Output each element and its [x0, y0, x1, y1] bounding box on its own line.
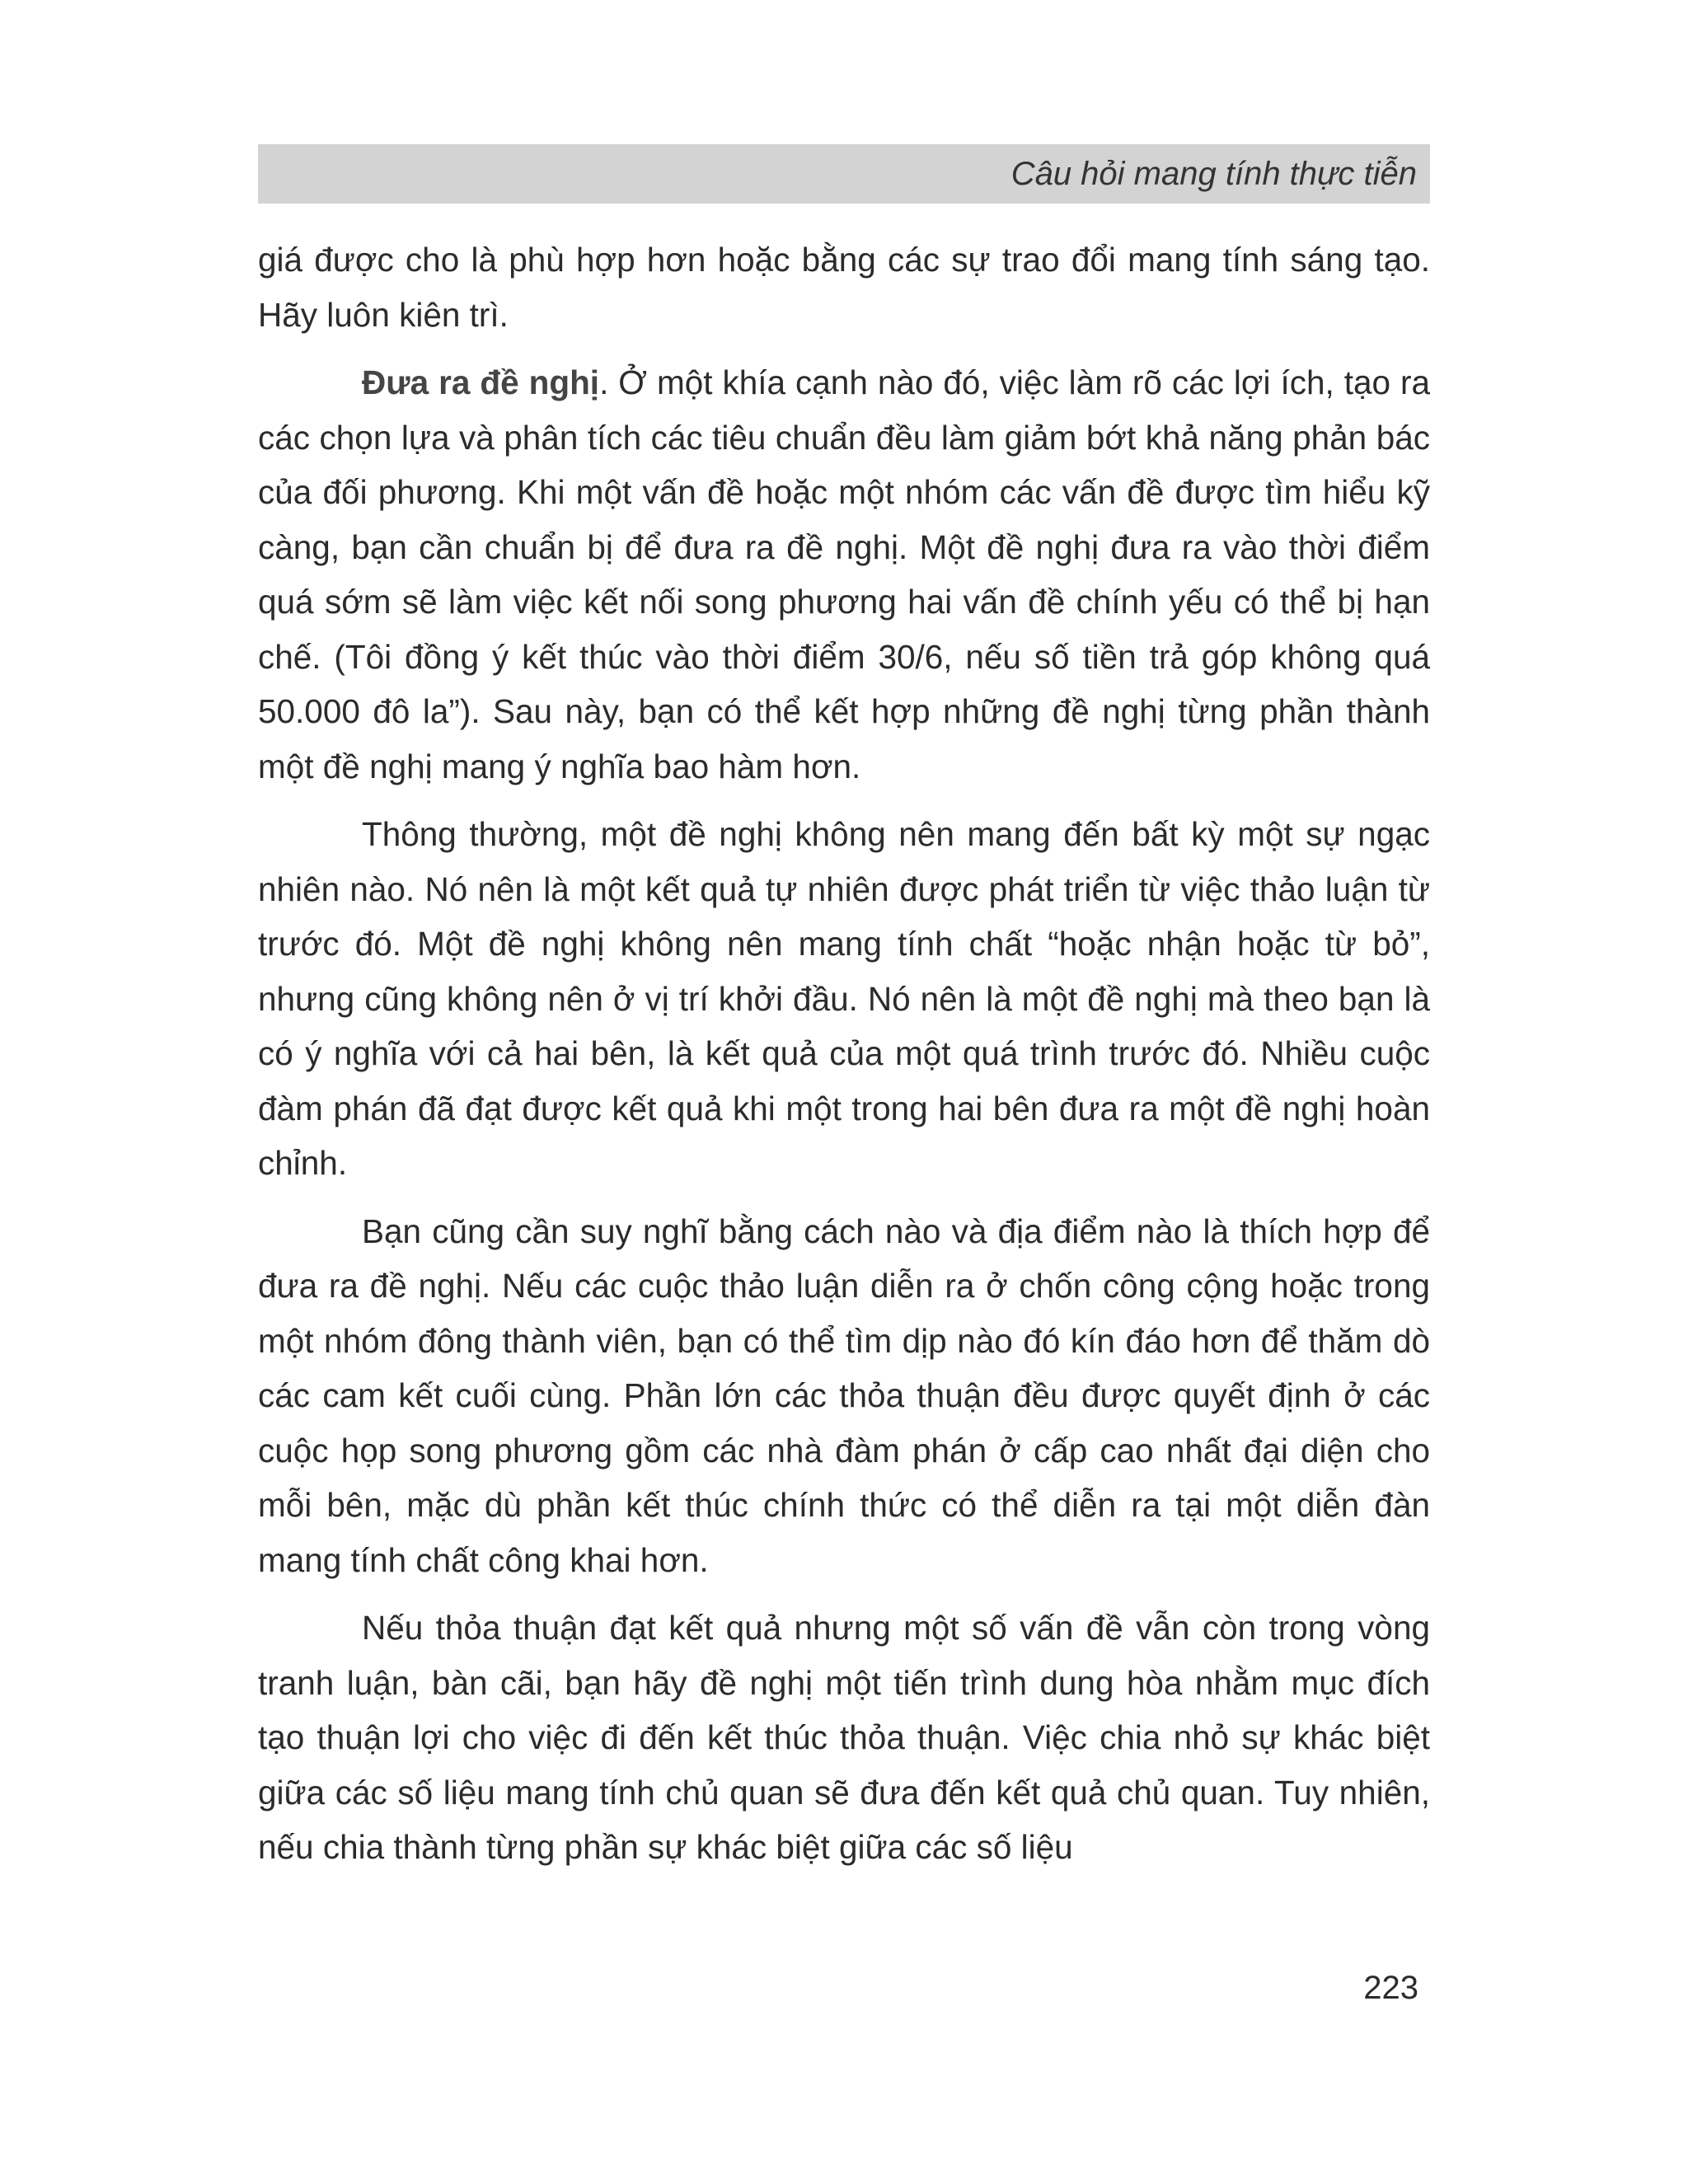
- paragraph-lead-heading: Đưa ra đề nghị: [362, 363, 600, 401]
- paragraph-reconciliation: Nếu thỏa thuận đạt kết quả nhưng một số vấn đề vẫn còn trong vòng tranh luận, bàn cãi, bạn hãy đề nghị một tiến trình dung hòa nhằm mục đích tạo thuận lợi cho việc đi đến kết thúc thỏa thuận. Việc chia nhỏ sự khác biệt giữa các số liệu mang tính chủ quan sẽ đưa đến kết quả chủ quan. Tuy nhiên, nếu chia thành từng phần sự khác biệt giữa các số liệu: [258, 1609, 1430, 1866]
- paragraph-offer-no-surprise: Thông thường, một đề nghị không nên mang đến bất kỳ một sự ngạc nhiên nào. Nó nên là một kết quả tự nhiên được phát triển từ việc thảo luận từ trước đó. Một đề nghị không nên mang tính chất “hoặc nhận hoặc từ bỏ”, nhưng cũng không nên ở vị trí khởi đầu. Nó nên là một đề nghị mà theo bạn là có ý nghĩa với cả hai bên, là kết quả của một quá trình trước đó. Nhiều cuộc đàm phán đã đạt được kết quả khi một trong hai bên đưa ra một đề nghị hoàn chỉnh.: [258, 815, 1430, 1182]
- page-number: 223: [1363, 1970, 1418, 2006]
- paragraph-text: . Ở một khía cạnh nào đó, việc làm rõ các lợi ích, tạo ra các chọn lựa và phân tích các tiêu chuẩn đều làm giảm bớt khả năng phản bác của đối phương. Khi một vấn đề hoặc một nhóm các vấn đề được tìm hiểu kỹ càng, bạn cần chuẩn bị để đưa ra đề nghị. Một đề nghị đưa ra vào thời điểm quá sớm sẽ làm việc kết nối song phương hai vấn đề chính yếu có thể bị hạn chế. (Tôi đồng ý kết thúc vào thời điểm 30/6, nếu số tiền trả góp không quá 50.000 đô la”). Sau này, bạn có thể kết hợp những đề nghị từng phần thành một đề nghị mang ý nghĩa bao hàm hơn.: [258, 363, 1430, 785]
- running-header-title: Câu hỏi mang tính thực tiễn: [1010, 155, 1417, 192]
- paragraph-continued: giá được cho là phù hợp hơn hoặc bằng các sự trao đổi mang tính sáng tạo. Hãy luôn kiên trì.: [258, 241, 1430, 334]
- page-body: [258, 232, 1430, 1888]
- paragraph-make-offer: [258, 355, 1430, 794]
- paragraph-offer-venue: Bạn cũng cần suy nghĩ bằng cách nào và địa điểm nào là thích hợp để đưa ra đề nghị. Nếu các cuộc thảo luận diễn ra ở chốn công cộng hoặc trong một nhóm đông thành viên, bạn có thể tìm dịp nào đó kín đáo hơn để thăm dò các cam kết cuối cùng. Phần lớn các thỏa thuận đều được quyết định ở các cuộc họp song phương gồm các nhà đàm phán ở cấp cao nhất đại diện cho mỗi bên, mặc dù phần kết thúc chính thức có thể diễn ra tại một diễn đàn mang tính chất công khai hơn.: [258, 1212, 1430, 1579]
- running-header: [258, 144, 1430, 204]
